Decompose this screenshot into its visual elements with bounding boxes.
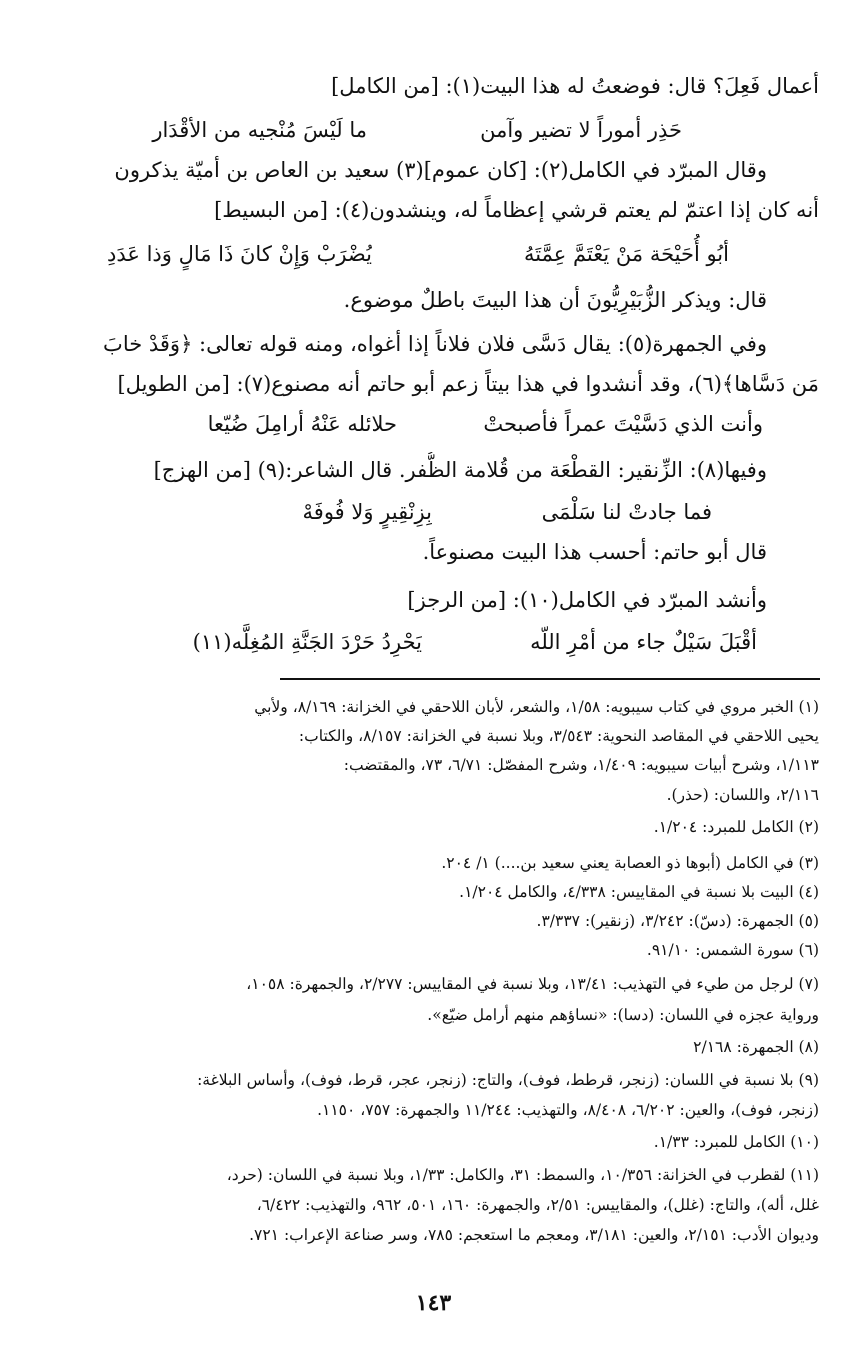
footnote-line: (٦) سورة الشمس: ٩١/١٠. bbox=[646, 941, 819, 959]
body-line: قال: ويذكر الزُّبَيْرِيُّونَ أن هذا البيتَ باطلٌ موضوع. bbox=[343, 288, 767, 312]
page-number: ١٤٣ bbox=[415, 1290, 452, 1316]
footnote-line: (١) الخبر مروي في كتاب سيبويه: ١/٥٨، والشعر، لأبان اللاحقي في الخزانة: ٨/١٦٩، ولأبي bbox=[254, 698, 819, 716]
body-line: قال أبو حاتم: أحسب هذا البيت مصنوعاً. bbox=[422, 540, 767, 564]
body-line: وفيها(٨): الزِّنقير: القطْعَة من قُلامة الظُّفر. قال الشاعر:(٩) [من الهزج] bbox=[153, 458, 767, 482]
verse-hemistich-right: أبُو أُحَيْحَة مَنْ يَعْتَمَّ عِمَّتَهُ bbox=[524, 242, 729, 266]
verse-hemistich-left: بِزِنْقِيرٍ وَلا فُوفَهْ bbox=[302, 500, 432, 524]
footnote-line: (٣) في الكامل (أبوها ذو العصابة يعني سعيد بن....) ١/ ٢٠٤. bbox=[441, 854, 819, 872]
footnote-line: غلل، أله)، والتاج: (غلل)، والمقاييس: ٢/٥١، والجمهرة: ١٦٠، ٥٠١، ٩٦٢، والتهذيب: ٦/٤٢٢، bbox=[256, 1196, 819, 1214]
footnote-line: ١/١١٣، وشرح أبيات سيبويه: ١/٤٠٩، وشرح المفصّل: ٦/٧١، ٧٣، والمقتضب: bbox=[343, 756, 819, 774]
footnote-separator bbox=[280, 678, 820, 680]
footnote-line: ٢/١١٦، واللسان: (حذر). bbox=[666, 786, 819, 804]
verse-hemistich-left: حلائله عَنْهُ أرامِلَ ضُيّعا bbox=[207, 412, 397, 436]
footnote-line: (٧) لرجل من طيء في التهذيب: ١٣/٤١، وبلا نسبة في المقاييس: ٢/٢٧٧، والجمهرة: ١٠٥٨، bbox=[246, 975, 819, 993]
body-line: أعمال فَعِلَ؟ قال: فوضعتُ له هذا البيت(١): [من الكامل] bbox=[331, 74, 819, 98]
footnote-line: (٨) الجمهرة: ٢/١٦٨ bbox=[693, 1038, 819, 1056]
footnote-line: (١٠) الكامل للمبرد: ١/٣٣. bbox=[653, 1133, 819, 1151]
footnote-line: (١١) لقطرب في الخزانة: ١٠/٣٥٦، والسمط: ٣١، والكامل: ١/٣٣، وبلا نسبة في اللسان: (حرد، bbox=[226, 1166, 819, 1184]
footnote-line: (٩) بلا نسبة في اللسان: (زنجر، قرطط، فوف)، والتاج: (زنجر، عجر، قرط، فوف)، وأساس البلاغة: bbox=[197, 1071, 819, 1089]
verse-hemistich-right: أقْبَلَ سَيْلٌ جاء من أمْرِ اللّه bbox=[530, 630, 757, 654]
body-line: وقال المبرّد في الكامل(٢): [كان عموم](٣) سعيد بن العاص بن أميّة يذكرون bbox=[114, 158, 767, 182]
footnote-line: (٢) الكامل للمبرد: ١/٢٠٤. bbox=[653, 818, 819, 836]
verse-hemistich-right: فما جادتْ لنا سَلْمَى bbox=[541, 500, 712, 524]
verse-hemistich-right: وأنت الذي دَسَّيْتَ عمراً فأصبحتْ bbox=[483, 412, 763, 436]
verse-hemistich-right: حَذِر أموراً لا تضير وآمن bbox=[480, 118, 682, 142]
body-line: أنه كان إذا اعتمّ لم يعتم قرشي إعظاماً له، وينشدون(٤): [من البسيط] bbox=[214, 198, 819, 222]
footnote-line: يحيى اللاحقي في المقاصد النحوية: ٣/٥٤٣، وبلا نسبة في الخزانة: ٨/١٥٧، والكتاب: bbox=[298, 727, 819, 745]
verse-hemistich-left: يُضْرَبْ وَإِنْ كانَ ذَا مَالٍ وَذا عَدَدِ bbox=[106, 242, 372, 266]
footnote-line: ورواية عجزه في اللسان: (دسا): «نساؤهم منهم أرامل ضيّع». bbox=[427, 1006, 819, 1024]
body-line: مَن دَسَّاها﴾(٦)، وقد أنشدوا في هذا بيتاً زعم أبو حاتم أنه مصنوع(٧): [من الطويل] bbox=[117, 372, 819, 396]
footnote-line: (٥) الجمهرة: (دسّ): ٣/٢٤٢، (زنقير): ٣/٣٣٧. bbox=[536, 912, 819, 930]
footnote-line: (٤) البيت بلا نسبة في المقاييس: ٤/٣٣٨، والكامل ١/٢٠٤. bbox=[459, 883, 819, 901]
body-line: وأنشد المبرّد في الكامل(١٠): [من الرجز] bbox=[407, 588, 767, 612]
footnote-line: (زنجر، فوف)، والعين: ٦/٢٠٢، ٨/٤٠٨، والتهذيب: ١١/٢٤٤ والجمهرة: ٧٥٧، ١١٥٠. bbox=[317, 1101, 819, 1119]
body-line: وفي الجمهرة(٥): يقال دَسَّى فلان فلاناً إذا أغواه، ومنه قوله تعالى: ﴿وَقَدْ خابَ bbox=[103, 332, 767, 356]
verse-hemistich-left: ما لَيْسَ مُنْجيه من الأقْدَار bbox=[152, 118, 367, 142]
verse-hemistich-left: يَحْرِدُ حَرْدَ الجَنَّةِ المُغِلَّه(١١) bbox=[192, 630, 422, 654]
footnote-line: وديوان الأدب: ٢/١٥١، والعين: ٣/١٨١، ومعجم ما استعجم: ٧٨٥، وسر صناعة الإعراب: ٧٢١. bbox=[249, 1226, 819, 1244]
